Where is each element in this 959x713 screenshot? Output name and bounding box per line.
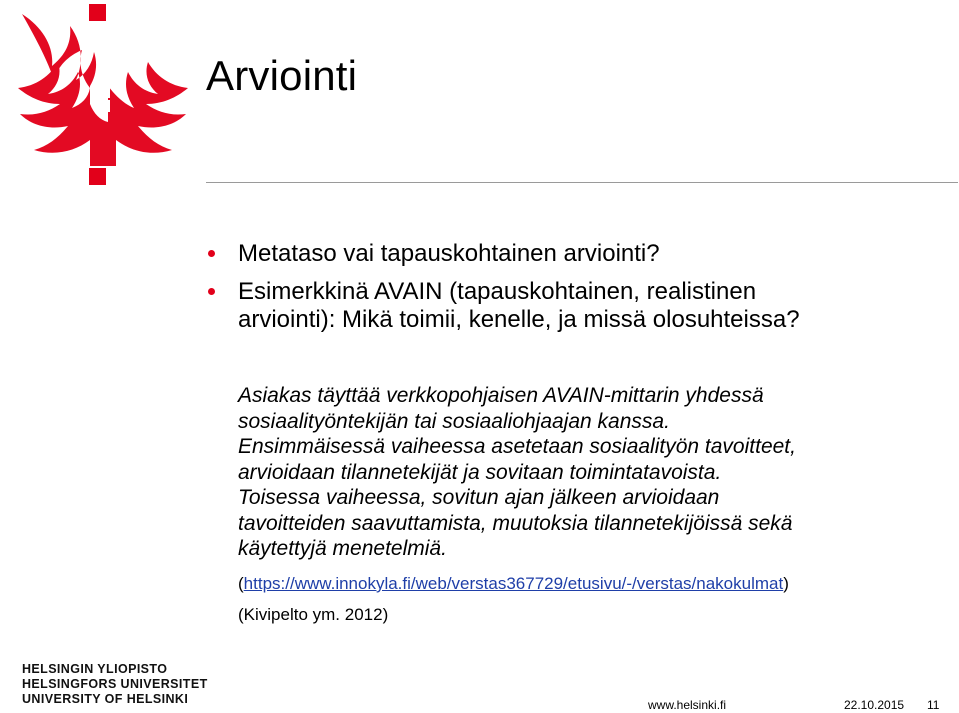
- paragraph-line: Ensimmäisessä vaiheessa asetetaan sosiaalityön tavoitteet,: [238, 435, 796, 458]
- bullet-dot-icon: [208, 250, 215, 257]
- avain-description: [238, 383, 953, 562]
- footer-date: 22.10.2015: [844, 698, 905, 712]
- bullet-dot-icon: [208, 288, 215, 295]
- footer-url[interactable]: www.helsinki.fi: [648, 698, 727, 712]
- paragraph-line: tavoitteiden saavuttamista, muutoksia tilannetekijöissä sekä: [238, 511, 793, 535]
- university-name-fi: HELSINGIN YLIOPISTO: [22, 662, 168, 676]
- bullet-text: arviointi): Mikä toimii, kenelle, ja missä olosuhteissa?: [238, 306, 800, 333]
- paragraph-line: Asiakas täyttää verkkopohjaisen AVAIN-mittarin yhdessä: [238, 384, 764, 407]
- slide-title: Arviointi: [206, 52, 358, 99]
- university-name-en: UNIVERSITY OF HELSINKI: [22, 692, 189, 706]
- paragraph-line: Toisessa vaiheessa, sovitun ajan jälkeen arvioidaan: [238, 486, 720, 509]
- paragraph-line: käytettyjä menetelmiä.: [238, 537, 447, 560]
- bullet-text: Metataso vai tapauskohtainen arviointi?: [238, 240, 660, 267]
- link-open-paren: (: [238, 574, 244, 593]
- innokyla-link[interactable]: https://www.innokyla.fi/web/verstas367729/etusivu/-/verstas/nakokulmat: [243, 574, 784, 593]
- university-wordmark: [22, 662, 208, 707]
- title-divider: [206, 182, 958, 183]
- university-name-sv: HELSINGFORS UNIVERSITET: [22, 677, 208, 691]
- bullet-text: Esimerkkinä AVAIN (tapauskohtainen, realistinen: [238, 278, 757, 305]
- source-link-line: [238, 574, 789, 594]
- paragraph-line: arvioidaan tilannetekijät ja sovitaan toimintatavoista.: [238, 460, 722, 484]
- bullet-item: [206, 278, 946, 334]
- link-close-paren: ): [783, 574, 789, 593]
- page-number: 11: [927, 698, 940, 712]
- helsinki-flame-logo-icon: [12, 0, 202, 190]
- reference: (Kivipelto ym. 2012): [238, 605, 389, 624]
- bullet-item: [206, 240, 946, 268]
- bullet-list: [206, 240, 946, 344]
- paragraph-line: sosiaalityöntekijän tai sosiaaliohjaajan kanssa.: [238, 409, 670, 433]
